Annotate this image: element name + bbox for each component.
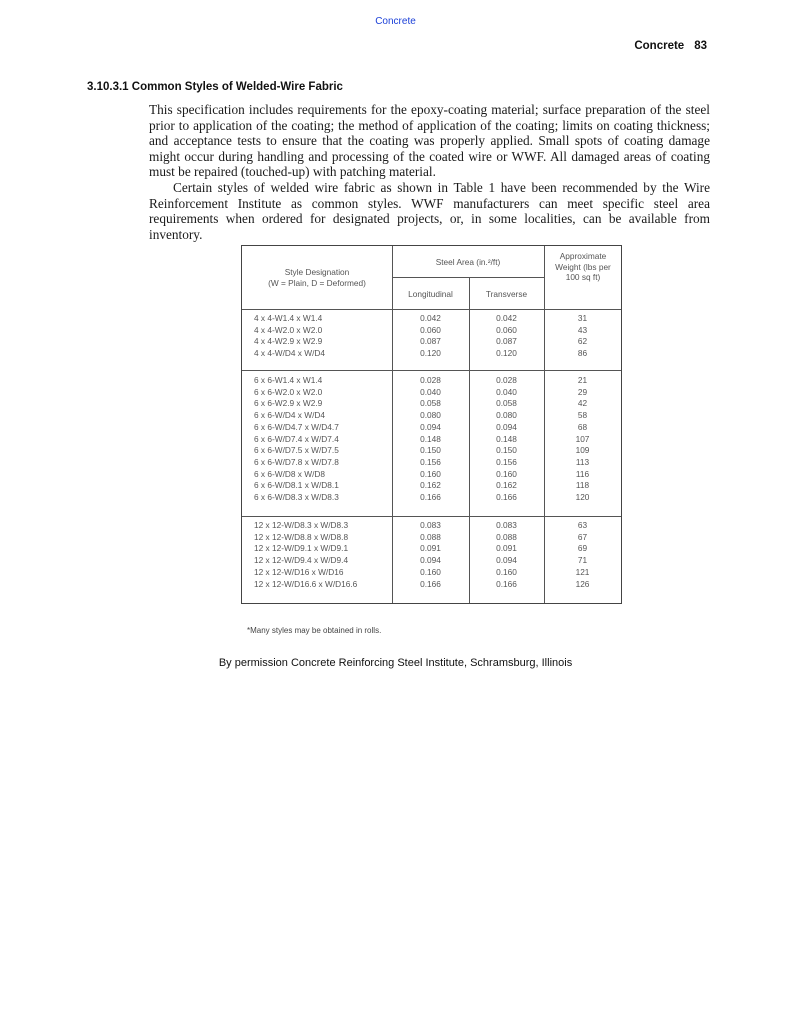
table-cell: 12 x 12-W/D8.8 x W/D8.8 (254, 531, 349, 542)
table-cell: 0.058 (496, 398, 517, 409)
table-column-group (469, 520, 544, 590)
table-cell: 0.166 (496, 492, 517, 503)
table-cell: 0.094 (420, 555, 441, 566)
table-cell: 0.162 (496, 480, 517, 491)
table-cell: 0.094 (420, 421, 441, 432)
table-column-group (544, 375, 621, 504)
table-cell: 6 x 6-W1.4 x W1.4 (254, 375, 323, 385)
section-heading: 3.10.3.1 Common Styles of Welded-Wire Fabric (87, 81, 343, 93)
table-cell: 0.083 (420, 520, 441, 530)
paragraph: Certain styles of welded wire fabric as shown in Table 1 have been recommended by the Wire Reinforcement Institute as common styles. WWF manufacturers can meet specific steel area requirements when ordered for designated projects, or, in some localities, can be available from inventory. (149, 179, 710, 242)
table-cell: 0.058 (420, 398, 441, 409)
table-cell: 126 (575, 578, 590, 589)
table-cell: 0.080 (420, 410, 441, 421)
table-column-group (392, 375, 469, 504)
table-cell: 107 (575, 433, 590, 444)
table-cell: 12 x 12-W/D9.4 x W/D9.4 (254, 555, 349, 566)
table-cell: 0.091 (420, 543, 441, 554)
table-cell: 121 (575, 566, 590, 577)
table-column-group (544, 313, 621, 360)
table-cell: 31 (577, 313, 588, 323)
table-cell: 0.028 (496, 375, 517, 385)
table-cell: 0.088 (420, 531, 441, 542)
table-cell: 0.042 (496, 313, 517, 323)
table-cell: 0.160 (420, 468, 441, 479)
table-column-group (254, 520, 394, 590)
table-cell: 71 (577, 555, 588, 566)
styles-table (241, 245, 622, 604)
permission-credit: By permission Concrete Reinforcing Steel Institute, Schramsburg, Illinois (218, 657, 573, 669)
table-cell: 109 (575, 445, 590, 456)
table-cell: 6 x 6-W/D7.4 x W/D7.4 (254, 433, 339, 444)
table-cell: 0.083 (496, 520, 517, 530)
table-cell: 0.040 (420, 386, 441, 397)
paragraph: This specification includes requirements for the epoxy-coating material; surface preparation of the steel prior to application of the coating; the method of application of the coating; limits on coating thickness; and acceptance tests to ensure that the coating was properly applied. Small spots of coating damage might occur during handling and processing of the coated wire or WWF. All damaged areas of coating must be repaired (touched-up) with patching material. (149, 102, 710, 180)
table-cell: 0.150 (496, 445, 517, 456)
table-cell: 0.166 (496, 578, 517, 589)
table-cell: 0.028 (420, 375, 441, 385)
header-longitudinal: Longitudinal (408, 289, 453, 299)
table-cell: 120 (575, 492, 590, 503)
table-cell: 0.156 (420, 456, 441, 467)
table-cell: 6 x 6-W/D4 x W/D4 (254, 410, 325, 421)
table-cell: 6 x 6-W/D8 x W/D8 (254, 468, 325, 479)
table-cell: 0.088 (496, 531, 517, 542)
table-cell: 0.160 (420, 566, 441, 577)
table-cell: 0.148 (496, 433, 517, 444)
table-cell: 118 (575, 480, 590, 491)
table-cell: 0.087 (420, 336, 441, 347)
table-cell: 0.042 (420, 313, 441, 323)
table-footnote: *Many styles may be obtained in rolls. (247, 626, 382, 635)
table-cell: 86 (577, 348, 588, 359)
table-cell: 42 (577, 398, 588, 409)
table-cell: 0.060 (420, 324, 441, 335)
header-style-sub: (W = Plain, D = Deformed) (268, 277, 366, 288)
table-cell: 69 (577, 543, 588, 554)
table-cell: 6 x 6-W/D7.8 x W/D7.8 (254, 456, 339, 467)
table-cell: 0.148 (420, 433, 441, 444)
table-cell: 58 (577, 410, 588, 421)
table-cell: 12 x 12-W/D16 x W/D16 (254, 566, 344, 577)
page-number: 83 (694, 40, 707, 52)
table-cell: 4 x 4-W/D4 x W/D4 (254, 348, 325, 359)
table-cell: 0.060 (496, 324, 517, 335)
table-column-group (254, 313, 394, 360)
table-cell: 12 x 12-W/D16.6 x W/D16.6 (254, 578, 358, 589)
table-cell: 0.120 (496, 348, 517, 359)
table-cell: 0.120 (420, 348, 441, 359)
table-cell: 6 x 6-W2.0 x W2.0 (254, 386, 323, 397)
table-cell: 6 x 6-W/D4.7 x W/D4.7 (254, 421, 339, 432)
table-cell: 12 x 12-W/D8.3 x W/D8.3 (254, 520, 349, 530)
header-transverse: Transverse (485, 289, 528, 299)
table-cell: 6 x 6-W2.9 x W2.9 (254, 398, 323, 409)
table-column-group (392, 520, 469, 590)
table-cell: 4 x 4-W2.0 x W2.0 (254, 324, 323, 335)
table-cell: 62 (577, 336, 588, 347)
table-column-group (469, 313, 544, 360)
header-style-label: Style Designation (284, 267, 350, 277)
table-cell: 0.087 (496, 336, 517, 347)
table-cell: 0.160 (496, 468, 517, 479)
table-cell: 6 x 6-W/D7.5 x W/D7.5 (254, 445, 339, 456)
table-cell: 4 x 4-W1.4 x W1.4 (254, 313, 323, 323)
table-cell: 0.094 (496, 421, 517, 432)
body-text (149, 102, 710, 242)
table-cell: 4 x 4-W2.9 x W2.9 (254, 336, 323, 347)
table-cell: 21 (577, 375, 588, 385)
table-column-group (254, 375, 394, 504)
table-cell: 0.160 (496, 566, 517, 577)
table-cell: 68 (577, 421, 588, 432)
table-cell: 0.040 (496, 386, 517, 397)
table-cell: 6 x 6-W/D8.1 x W/D8.1 (254, 480, 339, 491)
table-cell: 113 (575, 456, 590, 467)
table-column-group (544, 520, 621, 590)
table-cell: 67 (577, 531, 588, 542)
header-style (242, 267, 392, 288)
table-cell: 116 (575, 468, 590, 479)
table-cell: 63 (577, 520, 588, 530)
table-cell: 0.150 (420, 445, 441, 456)
header-steel-area: Steel Area (in.²/ft) (435, 257, 501, 267)
table-cell: 0.166 (420, 492, 441, 503)
table-cell: 6 x 6-W/D8.3 x W/D8.3 (254, 492, 339, 503)
table-column-group (469, 375, 544, 504)
header-weight: Approximate Weight (lbs per 100 sq ft) (555, 251, 611, 282)
table-cell: 0.094 (496, 555, 517, 566)
top-link[interactable]: Concrete (375, 16, 416, 27)
table-cell: 29 (577, 386, 588, 397)
running-header-title: Concrete (634, 40, 685, 52)
table-cell: 0.091 (496, 543, 517, 554)
table-cell: 0.166 (420, 578, 441, 589)
running-header (634, 40, 707, 52)
table-column-group (392, 313, 469, 360)
table-cell: 12 x 12-W/D9.1 x W/D9.1 (254, 543, 349, 554)
table-cell: 43 (577, 324, 588, 335)
table-cell: 0.156 (496, 456, 517, 467)
table-cell: 0.162 (420, 480, 441, 491)
table-cell: 0.080 (496, 410, 517, 421)
